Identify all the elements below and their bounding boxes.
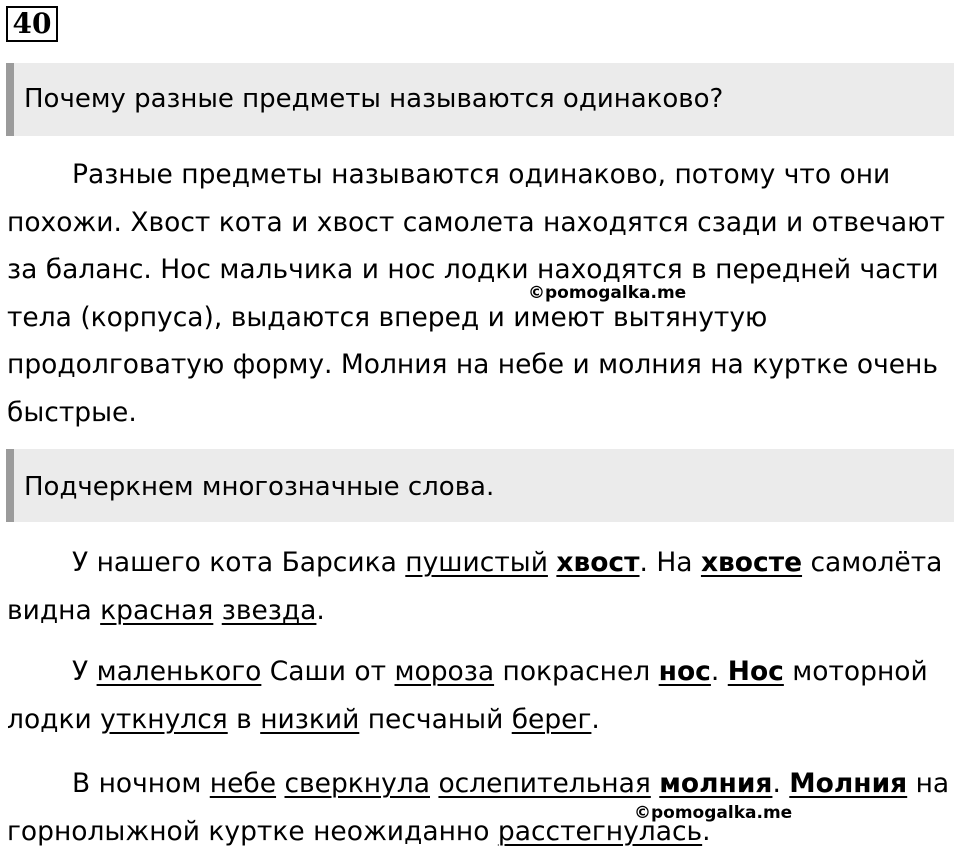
sentence-fragment: моторной лодки: [7, 656, 928, 735]
sentence-fragment: на горнолыжной куртке неожиданно: [7, 768, 950, 847]
sentence-fragment: У нашего кота Барсика: [72, 547, 406, 578]
underlined-word: берег: [511, 703, 592, 735]
underlined-word: красная: [100, 594, 214, 626]
question-1-text: Почему разные предметы называются одинаково?: [24, 84, 724, 114]
underlined-word: сверкнула: [284, 768, 430, 799]
sentence-fragment: песчаный: [359, 703, 512, 735]
sentence-fragment: .: [710, 656, 728, 687]
sentence-3-text: [7, 768, 949, 847]
underlined-word: расстегнулась: [497, 815, 703, 847]
underlined-word: небе: [209, 768, 277, 799]
sentence-1-text: [7, 547, 942, 626]
bold-word: Нос: [727, 656, 784, 687]
bold-word: Молния: [789, 768, 908, 799]
underlined-word: маленького: [96, 656, 262, 687]
bold-word: хвосте: [700, 547, 803, 578]
sentence-fragment: Саши от: [261, 656, 395, 687]
polysemous-word: [789, 768, 907, 799]
underlined-word: звезда: [221, 594, 317, 626]
bold-word: молния: [659, 768, 773, 799]
polysemous-word: [701, 547, 802, 578]
answer-paragraph: [7, 151, 952, 436]
question-2-text: Подчеркнем многозначные слова.: [24, 472, 495, 502]
question-heading-2: [6, 449, 954, 522]
bold-word: хвост: [556, 547, 640, 578]
sentence-fragment: .: [702, 815, 711, 847]
sentence-fragment: покраснел: [494, 656, 659, 687]
bold-word: нос: [658, 656, 711, 687]
sentence-2-text: [7, 656, 928, 735]
sentence-fragment: в: [227, 703, 261, 735]
underlined-word: ослепительная: [438, 768, 651, 799]
underlined-word: уткнулся: [100, 703, 228, 735]
sentence-fragment: В ночном: [72, 768, 210, 799]
sentence-fragment: самолёта видна: [7, 547, 943, 626]
task-number: 40: [6, 6, 58, 42]
watermark: ©pomogalka.me: [634, 803, 793, 823]
sentence-fragment: .: [772, 768, 790, 799]
answer-text: Разные предметы называются одинаково, потому что они похожи. Хвост кота и хвост самолета находятся сзади и отвечают за баланс. Нос мальчика и нос лодки находятся в передней части тела (корпуса), выдаются вперед и имеют вытянутую продолговатую форму. Молния на небе и молния на куртке очень быстрые.: [7, 159, 945, 428]
sentence-fragment: .: [316, 594, 325, 626]
polysemous-word: [556, 547, 639, 578]
underlined-word: мороза: [394, 656, 495, 687]
sentence-fragment: [213, 595, 221, 626]
underlined-word: низкий: [260, 703, 360, 735]
question-heading-1: [6, 63, 954, 136]
watermark: ©pomogalka.me: [528, 283, 687, 303]
polysemous-word: [659, 656, 711, 687]
sentence-1: [7, 539, 952, 634]
sentence-fragment: .: [591, 703, 600, 735]
sentence-fragment: [651, 768, 659, 799]
sentence-3: [7, 760, 952, 855]
sentence-2: [7, 648, 952, 743]
sentence-fragment: . На: [639, 547, 701, 578]
sentence-fragment: У: [72, 656, 97, 687]
polysemous-word: [659, 768, 772, 799]
polysemous-word: [728, 656, 784, 687]
underlined-word: пушистый: [405, 547, 548, 578]
